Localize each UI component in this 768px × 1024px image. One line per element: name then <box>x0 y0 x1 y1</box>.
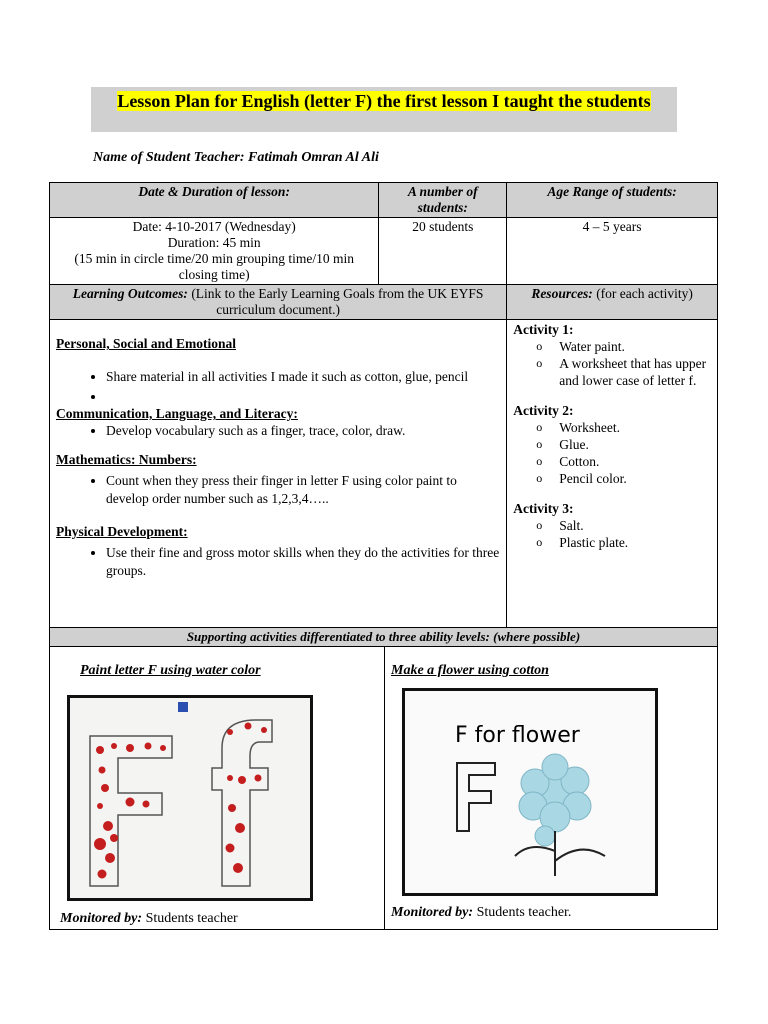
letter-f-painting-image <box>70 698 310 898</box>
outcome-item <box>106 388 500 406</box>
resources-label: Resources: <box>531 286 593 301</box>
lesson-plan-table <box>49 182 718 930</box>
resource-item: o Worksheet. <box>559 419 711 436</box>
age-range: 4 – 5 years <box>507 218 718 285</box>
outcome-title: Mathematics: Numbers: <box>56 452 197 467</box>
table-header-row <box>50 183 718 218</box>
outcomes-row <box>50 320 718 628</box>
lesson-date: Date: 4-10-2017 (Wednesday) <box>132 219 296 234</box>
num-students-header: A number of students: <box>379 183 507 218</box>
outcome-list <box>56 544 500 580</box>
activity-title: Activity 3: <box>513 501 574 516</box>
outcome-item: • Share material in all activities I made it such as cotton, glue, pencil <box>106 368 500 386</box>
resource-list <box>513 338 711 389</box>
resource-list <box>513 517 711 551</box>
outcomes-header-row <box>50 285 718 320</box>
resource-item: o Cotton. <box>559 453 711 470</box>
supporting-activities-header: Supporting activities differentiated to three ability levels: (where possible) <box>50 628 718 647</box>
f-for-flower-text: F for flower <box>455 723 580 748</box>
outcome-list <box>56 422 500 440</box>
outcome-list <box>56 368 500 406</box>
letter-f-painting-photo <box>67 695 313 901</box>
learning-outcomes-note: (Link to the Early Learning Goals from the UK EYFS curriculum document.) <box>191 286 484 317</box>
outcome-item: • Develop vocabulary such as a finger, trace, color, draw. <box>106 422 500 440</box>
resource-item: o Plastic plate. <box>559 534 711 551</box>
outcome-title: Physical Development: <box>56 524 188 539</box>
cotton-flower-photo <box>402 688 658 896</box>
lesson-info-row <box>50 218 718 285</box>
cotton-flower-image <box>405 691 655 893</box>
activity-title: Activity 2: <box>513 403 574 418</box>
resource-item: o Glue. <box>559 436 711 453</box>
left-monitor-label: Monitored by: <box>60 911 143 926</box>
resource-item: o A worksheet that has upper and lower case of letter f. <box>559 355 711 389</box>
page-title: Lesson Plan for English (letter F) the first lesson I taught the students <box>117 91 651 111</box>
outcome-list <box>56 472 500 508</box>
activities-photo-row <box>50 647 718 930</box>
date-duration-cell <box>50 218 379 285</box>
learning-outcomes-header <box>50 285 507 320</box>
time-breakdown: (15 min in circle time/20 min grouping time/10 min closing time) <box>74 251 355 282</box>
resources-cell <box>507 320 718 628</box>
right-monitored-by <box>391 905 571 921</box>
date-duration-header: Date & Duration of lesson: <box>50 183 379 218</box>
resource-item: o Pencil color. <box>559 470 711 487</box>
right-activity-cell <box>385 647 717 929</box>
resources-header <box>507 285 718 320</box>
age-range-header: Age Range of students: <box>507 183 718 218</box>
resources-note: (for each activity) <box>596 286 693 301</box>
right-activity-caption: Make a flower using cotton <box>391 663 549 678</box>
outcome-title: Personal, Social and Emotional <box>56 336 237 351</box>
title-banner <box>91 87 677 132</box>
left-monitored-by <box>60 911 238 927</box>
outcome-item: • Count when they press their finger in letter F using color paint to develop order number such as 1,2,3,4….. <box>106 472 500 508</box>
right-monitor-label: Monitored by: <box>391 905 474 920</box>
lesson-duration: Duration: 45 min <box>167 235 261 250</box>
left-activity-caption: Paint letter F using water color <box>80 663 261 678</box>
right-monitor-value: Students teacher. <box>476 905 572 920</box>
learning-outcomes-label: Learning Outcomes: <box>72 286 188 301</box>
resource-list <box>513 419 711 487</box>
supporting-row <box>50 628 718 647</box>
student-teacher-name: Name of Student Teacher: Fatimah Omran Al Ali <box>93 150 379 165</box>
student-count: 20 students <box>379 218 507 285</box>
outcome-title: Communication, Language, and Literacy: <box>56 406 298 421</box>
outcomes-cell <box>50 320 507 628</box>
outcome-item: • Use their fine and gross motor skills when they do the activities for three groups. <box>106 544 500 580</box>
left-activity-cell <box>50 647 385 929</box>
activity-title: Activity 1: <box>513 322 574 337</box>
resource-item: o Salt. <box>559 517 711 534</box>
left-monitor-value: Students teacher <box>145 911 238 926</box>
resource-item: o Water paint. <box>559 338 711 355</box>
